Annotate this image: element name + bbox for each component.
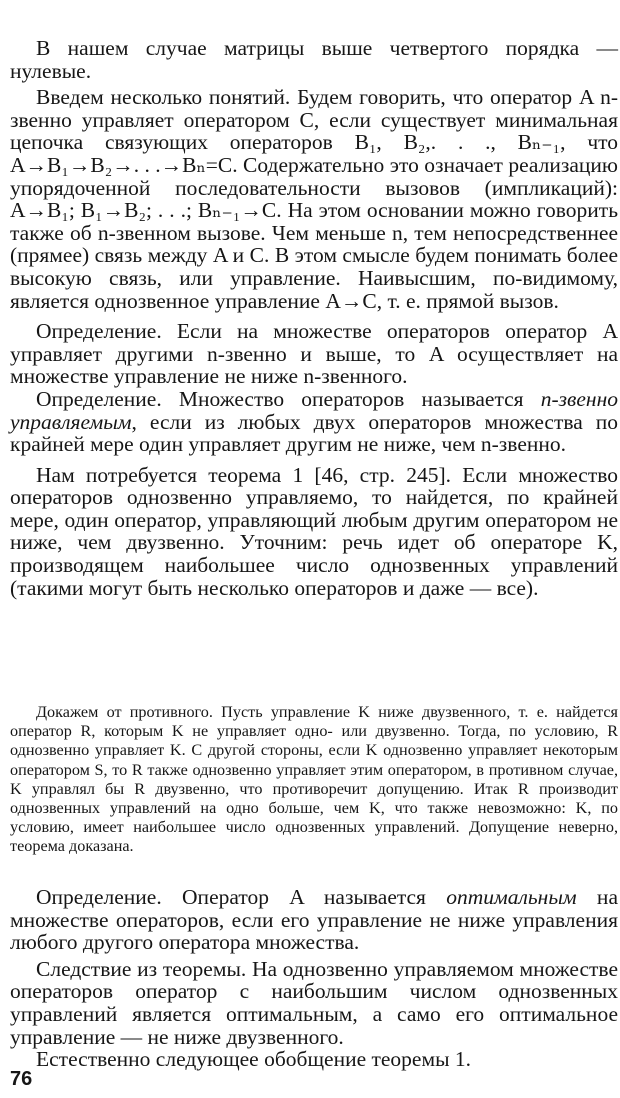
paragraph-5-theorem: Нам потребуется теорема 1 [46, стр. 245]. Если множество операторов однозвенно управляемо, то найдется, по крайней мере, один оператор, управляющий любым другим оператором не ниже, чем двузвенно. Уточним: речь идет об операторе K, производящем наибольшее число однозвенных управлений (такими могут быть несколько операторов и даже — все). — [10, 462, 618, 600]
closing-text — [10, 886, 618, 1071]
paragraph-7-corollary: Следствие из теоремы. На однозвенно управляемом множестве операторов оператор с наибольшим числом однозвенных управлений является оптимальным, а само его оптимальное управление — не ниже двузвенного. — [10, 956, 618, 1049]
term-optimal: оптимальным — [446, 885, 577, 909]
paragraph-8: Естественно следующее обобщение теоремы 1. — [36, 1047, 472, 1072]
term-n-link-controlled: n-звенно управляемым — [10, 386, 618, 434]
paragraph-2: Введем несколько понятий. Будем говорить, что оператор A n-звенно управляет оператором C, если существует минимальная цепочка связующих операторов B₁, B₂,. . ., Bₙ₋₁, что A→B₁→B₂→. . .→Bₙ=C. Содержательно это означает реализацию упорядоченной последовательности вызовов (импликаций): A→B₁; B₁→B₂; . . .; Bₙ₋₁→C. На этом основании можно говорить также об n-звенном вызове. Чем меньше n, тем непосредственнее (прямее) связь между A и C. В этом смысле будем понимать более высокую связь, или управление. Наивысшим, по-видимому, является однозвенное управление A→C, т. е. прямой вызов. — [10, 85, 618, 313]
main-text — [10, 37, 618, 599]
paragraph-4-definition — [10, 388, 618, 456]
paragraph-1: В нашем случае матрицы выше четвертого порядка — нулевые. — [10, 36, 618, 83]
paragraph-6-end: на множестве операторов, если его управление не ниже управления любого другого оператора множества. — [10, 885, 618, 955]
page-number: 76 — [10, 1068, 33, 1090]
paragraph-6-start: Определение. Оператор A называется — [36, 885, 447, 909]
paragraph-6-definition — [10, 886, 618, 954]
proof-block — [10, 703, 618, 857]
paragraph-4-end: , если из любых двух операторов множества по крайней мере один управляет другим не ниже, чем n-звенно. — [10, 409, 618, 457]
paragraph-4-start: Определение. Множество операторов называется — [36, 386, 541, 411]
proof-text: Докажем от противного. Пусть управление K ниже двузвенного, т. е. найдется оператор R, которым K не управляет одно- или двузвенно. Тогда, по условию, R однозвенно управляет K. С другой стороны, если K однозвенно управляет некоторым оператором S, то R также однозвенно управляет этим оператором, в противном случае, K управлял бы R двузвенно, что противоречит допущению. Итак R производит однозвенных управлений на одно больше, чем K, что также невозможно: K, по условию, имеет наибольшее число однозвенных управлений. Допущение неверно, теорема доказана. — [10, 703, 618, 856]
paragraph-3-definition: Определение. Если на множестве операторов оператор A управляет другими n-звенно и выше, то A осуществляет на множестве управление не ниже n-звенного. — [10, 319, 618, 389]
